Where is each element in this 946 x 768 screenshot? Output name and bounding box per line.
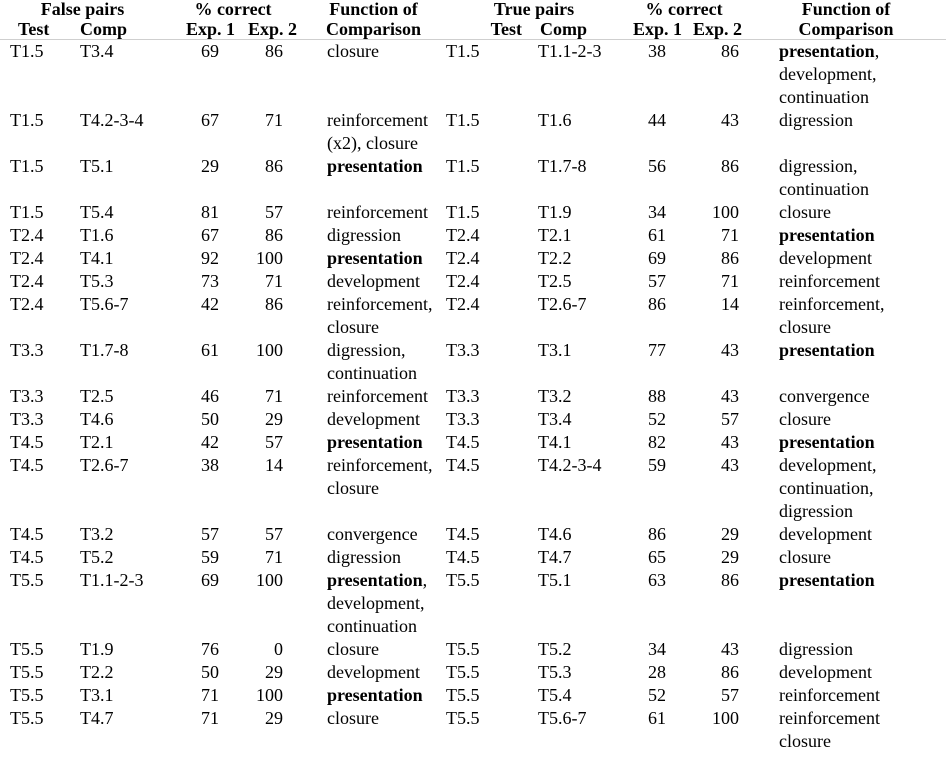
col-test-right: Test [446, 19, 526, 40]
true-exp2-cell: 29 [721, 547, 740, 567]
function-label-bold: presentation [779, 41, 875, 61]
function-label-bold: presentation [327, 248, 423, 268]
false-exp2-cell: 29 [265, 708, 283, 728]
function-label: closure [779, 202, 831, 222]
function-label: digression, continuation [327, 340, 417, 383]
true-comp-cell: T1.6 [538, 110, 572, 130]
table-row [0, 201, 946, 224]
true-comp-cell: T1.1-2-3 [538, 41, 602, 61]
table-row [0, 523, 946, 546]
true-comp-cell: T3.2 [538, 386, 572, 406]
false-function-cell [301, 293, 446, 339]
true-function-cell [746, 201, 946, 224]
false-function-cell [301, 408, 446, 431]
function-label: closure [779, 547, 831, 567]
false-comp-cell: T5.6-7 [80, 294, 129, 314]
true-test-cell: T4.5 [446, 455, 480, 475]
true-function-cell [746, 270, 946, 293]
function-label: digression [327, 225, 401, 245]
table-row [0, 546, 946, 569]
false-test-cell: T3.3 [10, 409, 44, 429]
table-row [0, 224, 946, 247]
true-exp1-cell: 65 [648, 547, 667, 567]
true-function-cell [746, 454, 946, 523]
false-exp1-cell: 67 [201, 225, 219, 245]
false-comp-cell: T5.2 [80, 547, 114, 567]
false-exp1-cell: 50 [201, 409, 219, 429]
table-row [0, 385, 946, 408]
false-exp1-cell: 46 [201, 386, 219, 406]
true-exp1-cell: 69 [648, 248, 667, 268]
true-function-cell [746, 569, 946, 638]
true-exp2-cell: 43 [721, 432, 740, 452]
false-function-cell [301, 270, 446, 293]
false-exp1-cell: 76 [201, 639, 219, 659]
false-exp1-cell: 50 [201, 662, 219, 682]
false-exp1-cell: 42 [201, 432, 219, 452]
true-test-cell: T3.3 [446, 386, 480, 406]
false-exp1-cell: 92 [201, 248, 219, 268]
true-function-cell [746, 247, 946, 270]
true-exp2-cell: 100 [712, 202, 740, 222]
function-label: digression [327, 547, 401, 567]
false-comp-cell: T4.6 [80, 409, 114, 429]
true-exp1-cell: 63 [648, 570, 667, 590]
pct-correct-heading-right: % correct [645, 0, 723, 19]
true-test-cell: T1.5 [446, 110, 480, 130]
table-row [0, 155, 946, 201]
function-heading-right: Function of [801, 0, 891, 19]
false-test-cell: T5.5 [10, 639, 44, 659]
false-function-cell [301, 684, 446, 707]
true-test-cell: T1.5 [446, 41, 480, 61]
table-row [0, 569, 946, 638]
false-exp1-cell: 61 [201, 340, 219, 360]
false-test-cell: T4.5 [10, 524, 44, 544]
false-pairs-heading: False pairs [40, 0, 125, 19]
true-comp-cell: T3.4 [538, 409, 572, 429]
false-function-cell [301, 109, 446, 155]
function-label: development [779, 248, 872, 268]
function-label: reinforcement (x2), closure [327, 110, 428, 153]
false-exp1-cell: 69 [201, 41, 219, 61]
true-exp2-cell: 86 [721, 41, 740, 61]
function-label: development [327, 409, 420, 429]
function-label: closure [327, 41, 379, 61]
false-comp-cell: T5.4 [80, 202, 114, 222]
false-function-cell [301, 431, 446, 454]
false-test-cell: T3.3 [10, 386, 44, 406]
false-exp1-cell: 57 [201, 524, 219, 544]
false-exp1-cell: 29 [201, 156, 219, 176]
function-label: development, continuation [327, 593, 425, 636]
true-exp2-cell: 100 [712, 708, 740, 728]
true-exp2-cell: 57 [721, 409, 740, 429]
false-exp2-cell: 86 [265, 225, 283, 245]
table-row [0, 339, 946, 385]
true-exp2-cell: 43 [721, 639, 740, 659]
col-exp1-right: Exp. 1 [622, 19, 684, 40]
table-row [0, 638, 946, 661]
true-exp1-cell: 88 [648, 386, 667, 406]
true-function-cell [746, 661, 946, 684]
false-function-cell [301, 707, 446, 753]
false-comp-cell: T1.9 [80, 639, 114, 659]
col-comparison-left: Comparison [301, 19, 446, 40]
false-function-cell [301, 224, 446, 247]
false-function-cell [301, 638, 446, 661]
true-exp1-cell: 56 [648, 156, 667, 176]
false-test-cell: T4.5 [10, 432, 44, 452]
true-function-cell [746, 546, 946, 569]
false-exp1-cell: 71 [201, 685, 219, 705]
true-exp2-cell: 14 [721, 294, 740, 314]
true-exp2-cell: 86 [721, 248, 740, 268]
true-exp2-cell: 43 [721, 110, 740, 130]
false-function-cell [301, 546, 446, 569]
true-exp2-cell: 71 [721, 225, 740, 245]
true-test-cell: T2.4 [446, 248, 480, 268]
false-exp1-cell: 59 [201, 547, 219, 567]
function-label-bold: presentation [327, 432, 423, 452]
col-exp2-left: Exp. 2 [237, 19, 301, 40]
false-exp2-cell: 86 [265, 41, 283, 61]
col-comp-right: Comp [526, 19, 622, 40]
true-comp-cell: T4.1 [538, 432, 572, 452]
false-function-cell [301, 661, 446, 684]
false-exp2-cell: 29 [265, 662, 283, 682]
false-test-cell: T4.5 [10, 455, 44, 475]
true-exp1-cell: 28 [648, 662, 667, 682]
table-row [0, 454, 946, 523]
true-function-cell [746, 224, 946, 247]
table-row [0, 661, 946, 684]
false-exp2-cell: 71 [265, 547, 283, 567]
false-exp2-cell: 57 [265, 432, 283, 452]
false-function-cell [301, 385, 446, 408]
true-pairs-heading: True pairs [493, 0, 575, 19]
table-row [0, 707, 946, 753]
true-function-cell [746, 109, 946, 155]
col-comparison-right: Comparison [746, 19, 946, 40]
table-row [0, 40, 946, 110]
false-exp2-cell: 57 [265, 524, 283, 544]
true-exp2-cell: 71 [721, 271, 740, 291]
false-test-cell: T5.5 [10, 708, 44, 728]
false-comp-cell: T4.2-3-4 [80, 110, 144, 130]
header-sub-row [0, 19, 946, 40]
col-comp-left: Comp [70, 19, 165, 40]
true-test-cell: T3.3 [446, 409, 480, 429]
true-exp1-cell: 61 [648, 708, 667, 728]
true-test-cell: T5.5 [446, 662, 480, 682]
true-function-cell [746, 523, 946, 546]
false-test-cell: T1.5 [10, 110, 44, 130]
false-function-cell [301, 155, 446, 201]
true-comp-cell: T5.2 [538, 639, 572, 659]
true-function-cell [746, 408, 946, 431]
function-label-bold: presentation [327, 156, 423, 176]
false-exp1-cell: 42 [201, 294, 219, 314]
false-test-cell: T3.3 [10, 340, 44, 360]
false-function-cell [301, 247, 446, 270]
true-exp1-cell: 86 [648, 524, 667, 544]
table-row [0, 684, 946, 707]
true-comp-cell: T1.7-8 [538, 156, 587, 176]
function-label: reinforcement [779, 271, 880, 291]
true-comp-cell: T4.2-3-4 [538, 455, 602, 475]
header-group-row [0, 0, 946, 19]
true-comp-cell: T5.6-7 [538, 708, 587, 728]
false-exp2-cell: 0 [274, 639, 283, 659]
true-exp1-cell: 82 [648, 432, 667, 452]
table-row [0, 408, 946, 431]
false-function-cell [301, 454, 446, 523]
false-exp2-cell: 100 [256, 570, 283, 590]
true-exp2-cell: 43 [721, 340, 740, 360]
true-comp-cell: T4.6 [538, 524, 572, 544]
function-label-bold: presentation [327, 570, 423, 590]
pct-correct-heading-left: % correct [194, 0, 272, 19]
function-label: digression, continuation [779, 156, 869, 199]
true-exp1-cell: 44 [648, 110, 667, 130]
false-comp-cell: T3.2 [80, 524, 114, 544]
function-label: development [327, 271, 420, 291]
true-exp1-cell: 34 [648, 639, 667, 659]
true-test-cell: T2.4 [446, 225, 480, 245]
function-label: , [422, 570, 428, 590]
function-label-bold: presentation [779, 432, 875, 452]
function-label-bold: presentation [779, 570, 875, 590]
true-test-cell: T4.5 [446, 524, 480, 544]
true-exp1-cell: 86 [648, 294, 667, 314]
true-test-cell: T4.5 [446, 547, 480, 567]
true-comp-cell: T1.9 [538, 202, 572, 222]
function-label: development [779, 662, 872, 682]
true-test-cell: T5.5 [446, 685, 480, 705]
function-label: closure [327, 708, 379, 728]
false-test-cell: T5.5 [10, 685, 44, 705]
false-test-cell: T1.5 [10, 41, 44, 61]
true-function-cell [746, 638, 946, 661]
false-test-cell: T1.5 [10, 202, 44, 222]
function-label: development, continuation, digression [779, 455, 877, 521]
false-exp1-cell: 69 [201, 570, 219, 590]
false-function-cell [301, 201, 446, 224]
false-function-cell [301, 569, 446, 638]
function-label: development, continuation [779, 64, 877, 107]
true-exp1-cell: 61 [648, 225, 667, 245]
table-row [0, 109, 946, 155]
true-comp-cell: T4.7 [538, 547, 572, 567]
true-comp-cell: T3.1 [538, 340, 572, 360]
col-test-left: Test [0, 19, 70, 40]
false-comp-cell: T2.5 [80, 386, 114, 406]
col-exp2-right: Exp. 2 [684, 19, 746, 40]
function-label: reinforcement [327, 202, 428, 222]
false-exp2-cell: 86 [265, 156, 283, 176]
false-comp-cell: T5.3 [80, 271, 114, 291]
false-comp-cell: T3.4 [80, 41, 114, 61]
true-exp2-cell: 43 [721, 386, 740, 406]
false-comp-cell: T5.1 [80, 156, 114, 176]
function-label: convergence [779, 386, 870, 406]
false-test-cell: T4.5 [10, 547, 44, 567]
true-test-cell: T5.5 [446, 708, 480, 728]
false-test-cell: T2.4 [10, 248, 44, 268]
true-comp-cell: T2.5 [538, 271, 572, 291]
false-comp-cell: T1.1-2-3 [80, 570, 144, 590]
function-label: digression [779, 110, 854, 130]
true-function-cell [746, 40, 946, 110]
false-function-cell [301, 523, 446, 546]
function-label: convergence [327, 524, 418, 544]
true-test-cell: T2.4 [446, 271, 480, 291]
false-comp-cell: T4.1 [80, 248, 114, 268]
table-body [0, 40, 946, 754]
false-comp-cell: T1.6 [80, 225, 114, 245]
true-function-cell [746, 339, 946, 385]
function-label: , [874, 41, 880, 61]
false-exp1-cell: 67 [201, 110, 219, 130]
false-function-cell [301, 40, 446, 110]
true-test-cell: T4.5 [446, 432, 480, 452]
false-exp2-cell: 100 [256, 340, 283, 360]
true-exp2-cell: 43 [721, 455, 740, 475]
table-row [0, 247, 946, 270]
true-function-cell [746, 293, 946, 339]
false-comp-cell: T4.7 [80, 708, 114, 728]
function-label: reinforcement, closure [779, 294, 885, 337]
false-test-cell: T2.4 [10, 271, 44, 291]
function-heading-left: Function of [329, 0, 418, 19]
function-label: reinforcement [327, 386, 428, 406]
true-test-cell: T1.5 [446, 156, 480, 176]
false-comp-cell: T2.6-7 [80, 455, 129, 475]
true-exp2-cell: 57 [721, 685, 740, 705]
function-label: development [327, 662, 420, 682]
true-exp1-cell: 52 [648, 685, 667, 705]
function-label: closure [779, 409, 831, 429]
false-exp1-cell: 38 [201, 455, 219, 475]
table-header [0, 0, 946, 40]
true-function-cell [746, 707, 946, 753]
false-exp2-cell: 100 [256, 685, 283, 705]
function-label: reinforcement, closure [327, 455, 433, 498]
false-test-cell: T2.4 [10, 225, 44, 245]
false-exp2-cell: 71 [265, 110, 283, 130]
function-label-bold: presentation [327, 685, 423, 705]
function-label: development [779, 524, 872, 544]
true-function-cell [746, 684, 946, 707]
true-function-cell [746, 385, 946, 408]
col-exp1-left: Exp. 1 [165, 19, 237, 40]
false-test-cell: T1.5 [10, 156, 44, 176]
false-exp1-cell: 71 [201, 708, 219, 728]
false-exp2-cell: 71 [265, 386, 283, 406]
true-exp2-cell: 86 [721, 570, 740, 590]
table-row [0, 431, 946, 454]
true-test-cell: T1.5 [446, 202, 480, 222]
table-row [0, 270, 946, 293]
true-comp-cell: T5.1 [538, 570, 572, 590]
false-comp-cell: T2.2 [80, 662, 114, 682]
true-exp1-cell: 77 [648, 340, 667, 360]
true-comp-cell: T2.1 [538, 225, 572, 245]
true-test-cell: T2.4 [446, 294, 480, 314]
true-exp2-cell: 86 [721, 156, 740, 176]
function-label: reinforcement, closure [327, 294, 433, 337]
function-label-bold: presentation [779, 340, 875, 360]
true-function-cell [746, 431, 946, 454]
true-exp1-cell: 59 [648, 455, 667, 475]
true-exp1-cell: 38 [648, 41, 667, 61]
false-test-cell: T5.5 [10, 570, 44, 590]
true-function-cell [746, 155, 946, 201]
false-test-cell: T2.4 [10, 294, 44, 314]
function-label-bold: presentation [779, 225, 875, 245]
true-test-cell: T5.5 [446, 639, 480, 659]
false-exp1-cell: 73 [201, 271, 219, 291]
false-exp2-cell: 14 [265, 455, 283, 475]
false-exp2-cell: 29 [265, 409, 283, 429]
true-comp-cell: T2.2 [538, 248, 572, 268]
true-test-cell: T3.3 [446, 340, 480, 360]
false-exp2-cell: 57 [265, 202, 283, 222]
true-comp-cell: T5.4 [538, 685, 572, 705]
false-comp-cell: T3.1 [80, 685, 114, 705]
false-comp-cell: T1.7-8 [80, 340, 129, 360]
false-function-cell [301, 339, 446, 385]
function-label: reinforcement closure [779, 708, 880, 751]
function-label: closure [327, 639, 379, 659]
true-test-cell: T5.5 [446, 570, 480, 590]
true-comp-cell: T5.3 [538, 662, 572, 682]
table-row [0, 293, 946, 339]
true-exp1-cell: 52 [648, 409, 667, 429]
false-exp1-cell: 81 [201, 202, 219, 222]
true-exp1-cell: 57 [648, 271, 667, 291]
function-label: digression [779, 639, 854, 659]
true-exp1-cell: 34 [648, 202, 667, 222]
true-comp-cell: T2.6-7 [538, 294, 587, 314]
true-exp2-cell: 86 [721, 662, 740, 682]
function-label: reinforcement [779, 685, 880, 705]
false-exp2-cell: 71 [265, 271, 283, 291]
false-exp2-cell: 100 [256, 248, 283, 268]
false-test-cell: T5.5 [10, 662, 44, 682]
true-exp2-cell: 29 [721, 524, 740, 544]
false-comp-cell: T2.1 [80, 432, 114, 452]
false-exp2-cell: 86 [265, 294, 283, 314]
